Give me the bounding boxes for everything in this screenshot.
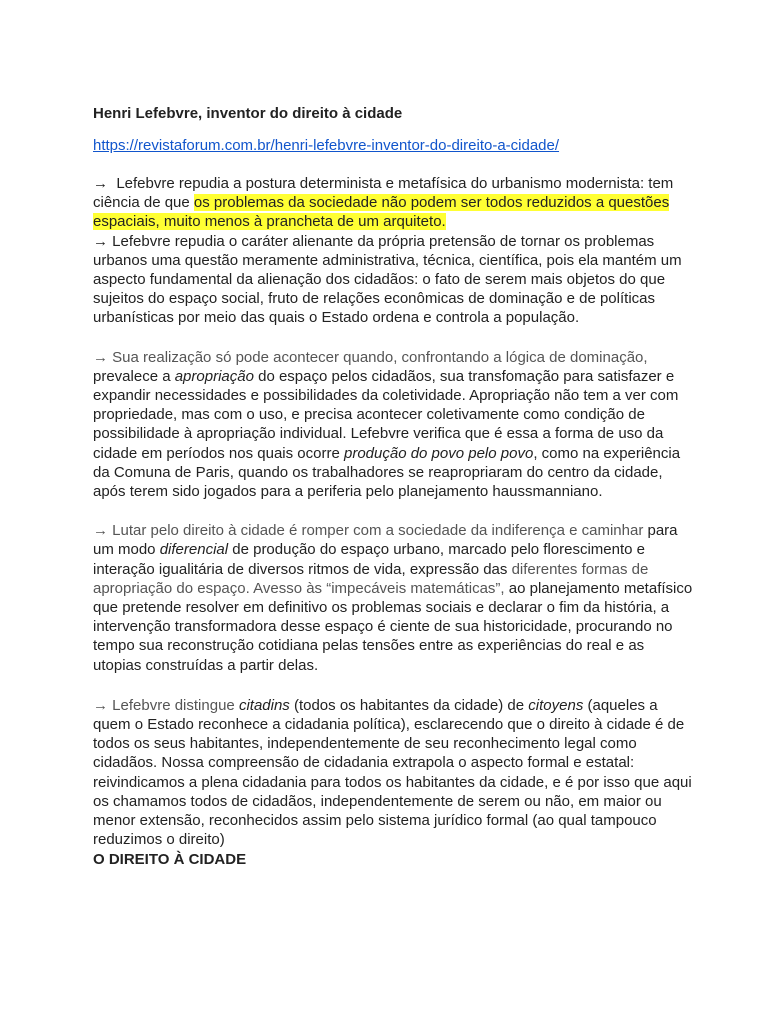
paragraph-4-light-text: diferentes formas de apropriação do espaço. Avesso às “impecáveis matemáticas”, [93,560,649,597]
paragraph-3-emphasis-1: apropriação [174,367,254,385]
paragraph-5-text-b: (todos os habitantes da cidade) de [289,696,529,714]
section-heading: O DIREITO À CIDADE [93,850,247,868]
document-page [93,104,693,870]
highlighted-text: os problemas da sociedade não podem ser todos reduzidos a questões espaciais, muito menos à prancheta de um arquiteto. [93,194,670,231]
paragraph-5-emphasis-1: citadins [238,696,290,714]
source-link[interactable]: https://revistaforum.com.br/henri-lefebvre-inventor-do-direito-a-cidade/ [93,137,560,154]
paragraph-3-text-c: , como na experiência da Comuna de Paris, quando os trabalhadores se reapropriaram do centro da cidade, após terem sido jogados para a periferia pelo planejamento haussmanniano. [93,444,681,501]
paragraph-5-text-c: (aqueles a quem o Estado reconhece a cidadania política), esclarecendo que o direito à cidade é de todos os seus habitantes, independentemente de seu reconhecimento legal como cidadãos. Nossa compreensão de cidadania extrapola o aspecto formal e estatal: reivindicamos a plena cidadania para todos os habitantes da cidade, e é por isso que aqui os chamamos todos de cidadãos, independentemente de serem ou não, em maior ou menor extensão, reconhecidos assim pelo sistema jurídico formal (ao qual tampouco reduzimos o direito) [93,696,692,849]
paragraph-5-emphasis-2: citoyens [528,696,584,714]
paragraph-3-lead: → Sua realização só pode acontecer quando, confrontando a lógica de dominação, [93,348,648,366]
paragraph-5-lead: → Lefebvre distingue [93,696,235,714]
paragraph-3 [93,348,693,502]
paragraph-2: → Lefebvre repudia o caráter alienante da própria pretensão de tornar os problemas urbanos uma questão meramente administrativa, técnica, científica, pois ela mantém um aspecto fundamental da alienação dos cidadãos: o fato de serem mais objetos do que sujeitos do espaço social, fruto de relações econômicas de dominação e de políticas urbanísticas por meio das quais o Estado ordena e controla a população. [93,232,682,327]
paragraph-3-text-b: do espaço pelos cidadãos, sua transfomação para satisfazer e expandir necessidades e possibilidades da coletividade. Apropriação não tem a ver com propriedade, mas com o uso, e precisa acontecer coletivamente como condição de possibilidade à apropriação individual. Lefebvre verifica que é essa a forma de uso da cidade em períodos nos quais ocorre [93,367,679,462]
paragraph-4-emphasis-1: diferencial [159,541,229,559]
document-title: Henri Lefebvre, inventor do direito à cidade [93,105,403,122]
arrow-glyph: → [93,175,108,192]
paragraph-4-text-c: ao planejamento metafísico que pretende resolver em definitivo os problemas sociais e declarar o fim da história, a intervenção transformadora desse espaço é ciente de sua historicidade, procurando no tempo sua reconstrução cotidiana pelas tensões entre as experiências do real e as utopias construídas a partir delas. [93,579,693,674]
paragraph-4-text-a: para um modo [93,522,678,559]
paragraph-3-emphasis-2: produção do povo pelo povo [343,444,534,462]
paragraph-4-text-b: de produção do espaço urbano, marcado pelo florescimento e interação igualitária de diversos ritmos de vida, expressão das [93,541,646,578]
paragraph-5 [93,696,693,850]
paragraph-4-lead: → Lutar pelo direito à cidade é romper com a sociedade da indiferença e caminhar [93,522,644,540]
paragraph-1 [93,174,693,232]
paragraph-3-text-a: prevalece a [93,367,175,385]
paragraph-1-text: Lefebvre repudia a postura determinista e metafísica do urbanismo modernista: tem ciência de que [93,175,678,212]
paragraph-4 [93,521,693,675]
